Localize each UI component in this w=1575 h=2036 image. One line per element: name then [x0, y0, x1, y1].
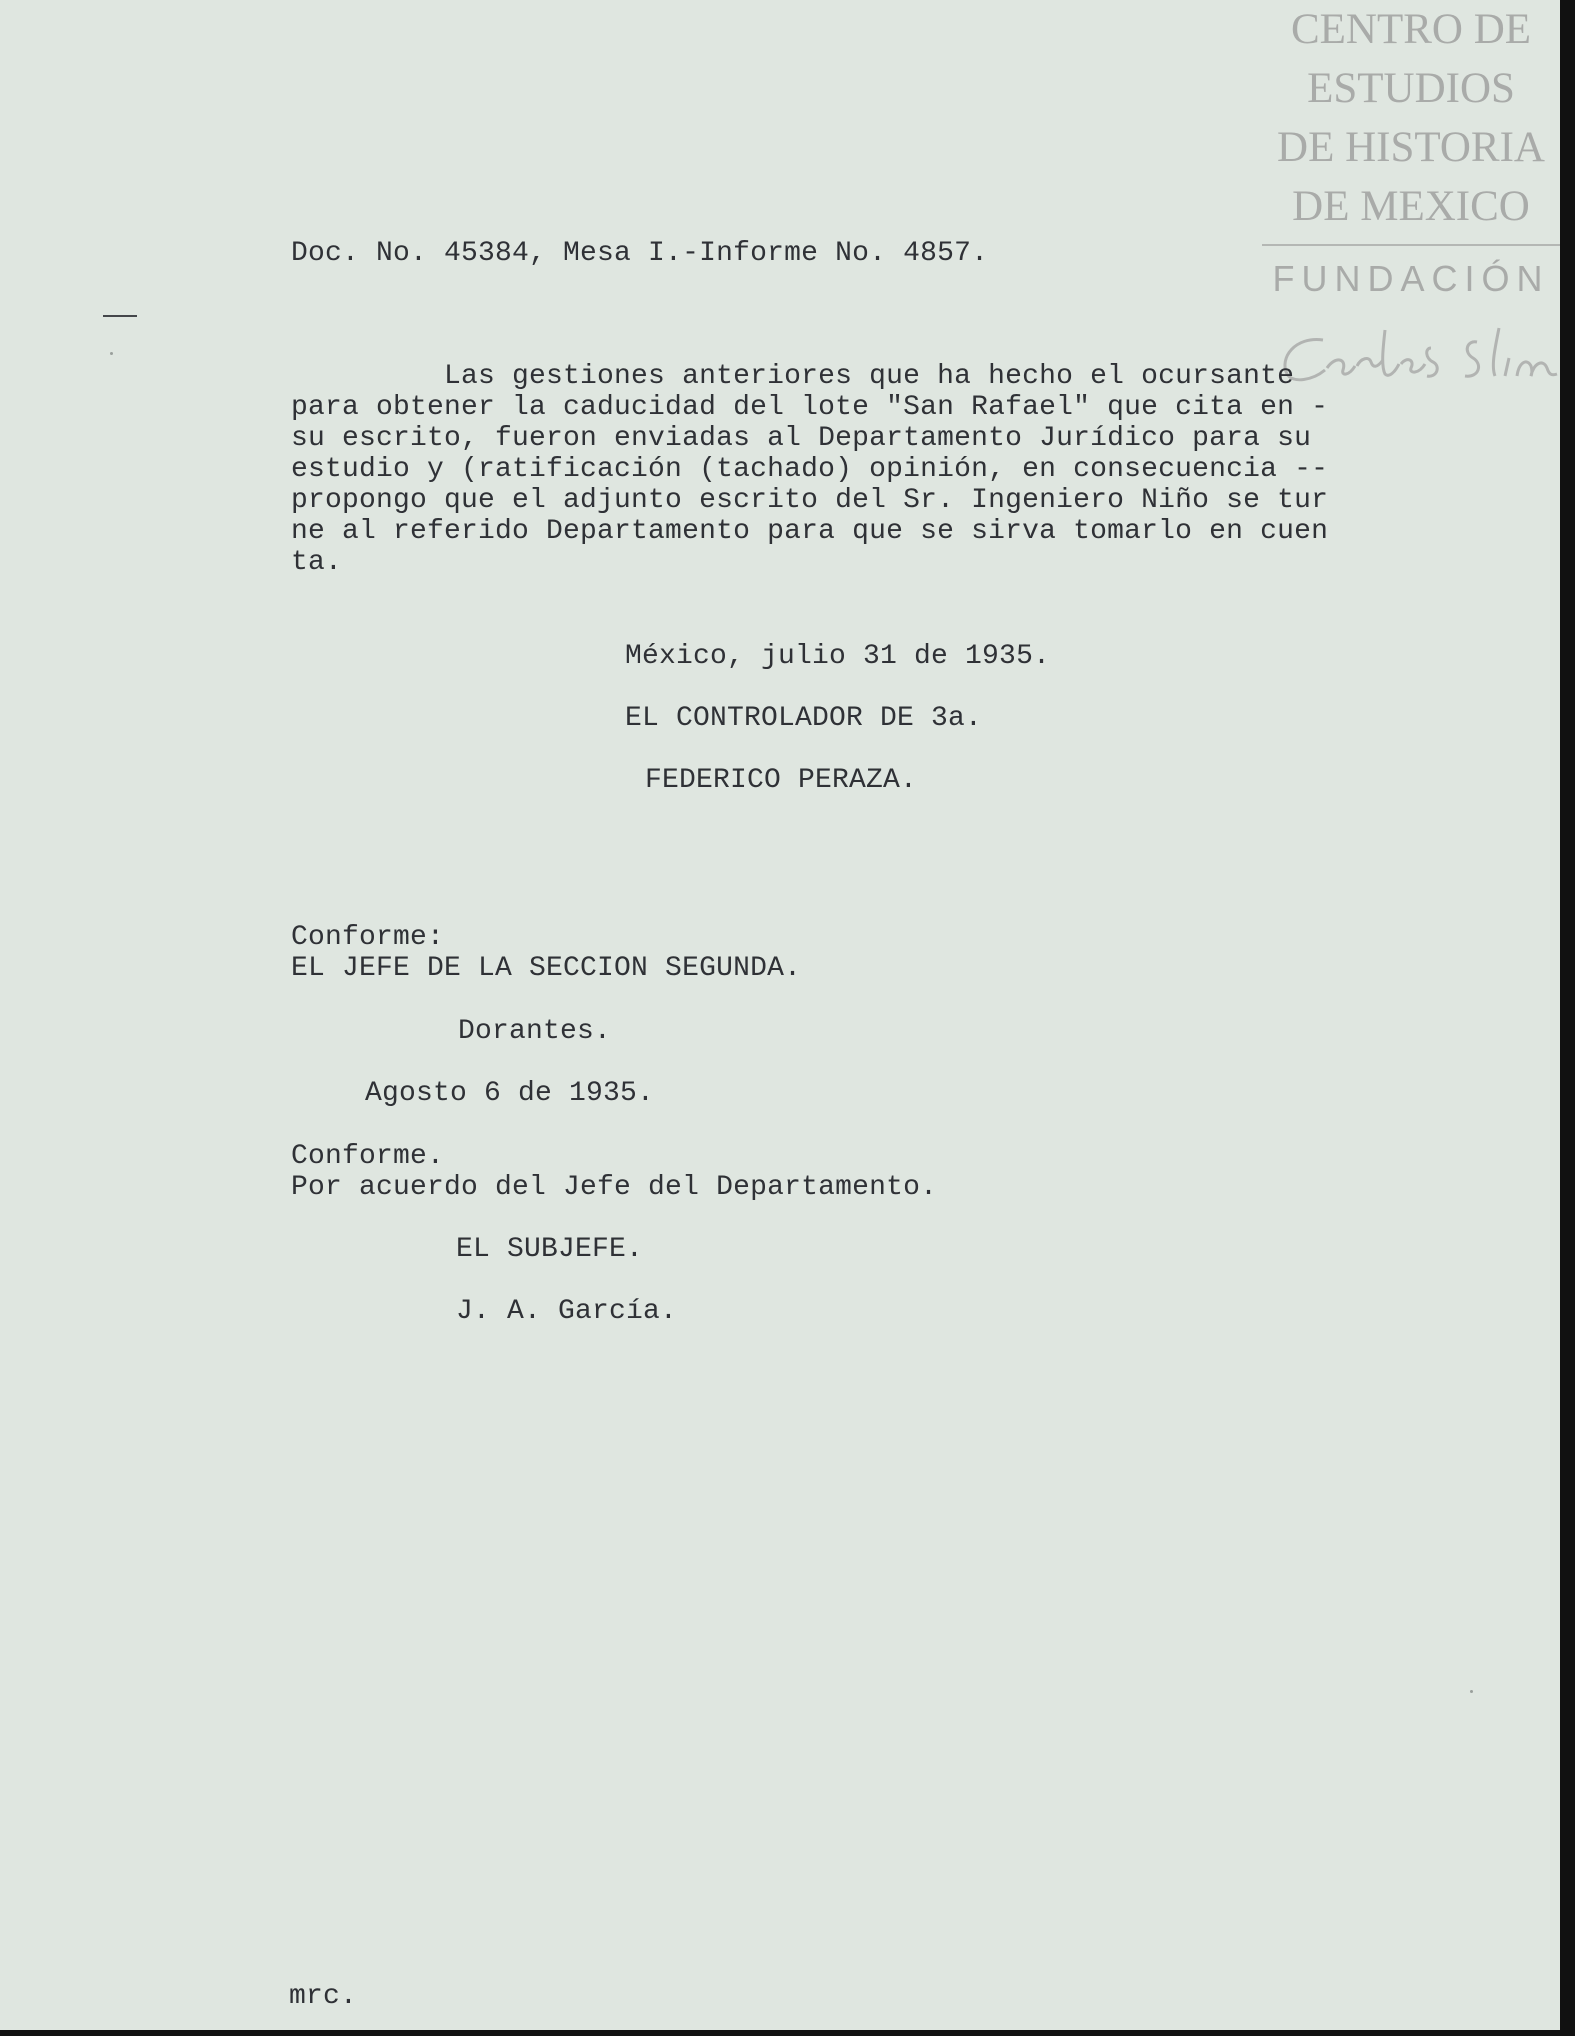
- document-reference: Doc. No. 45384, Mesa I.-Informe No. 4857.: [291, 238, 989, 269]
- body-line: estudio y (ratificación (tachado) opinión, en consecuencia --: [291, 454, 1329, 485]
- approval-title: EL SUBJEFE.: [456, 1234, 644, 1265]
- watermark-divider: [1262, 244, 1560, 246]
- body-line: propongo que el adjunto escrito del Sr. Ingeniero Niño se tur: [291, 485, 1329, 516]
- paper-speck: [1470, 1690, 1473, 1693]
- body-line: ta.: [291, 547, 343, 578]
- signature-logo-icon: [1265, 318, 1565, 398]
- approval-label: Conforme.: [291, 1141, 445, 1172]
- document-date: México, julio 31 de 1935.: [625, 641, 1051, 672]
- watermark-line: DE HISTORIA: [1277, 124, 1545, 171]
- approval-name: Dorantes.: [458, 1016, 612, 1047]
- body-line: para obtener la caducidad del lote "San Rafael" que cita en -: [291, 392, 1329, 423]
- margin-mark: [103, 315, 137, 317]
- body-line: su escrito, fueron enviadas al Departamento Jurídico para su: [291, 423, 1312, 454]
- signer-name: FEDERICO PERAZA.: [645, 765, 918, 796]
- watermark-line: ESTUDIOS: [1307, 65, 1515, 112]
- approval-name: J. A. García.: [456, 1296, 678, 1327]
- approval-note: Por acuerdo del Jefe del Departamento.: [291, 1172, 938, 1203]
- body-line: ne al referido Departamento para que se sirva tomarlo en cuen: [291, 516, 1329, 547]
- watermark-foundation: FUNDACIÓN: [1272, 258, 1550, 299]
- scan-border-right: [1560, 0, 1575, 2036]
- scan-border-bottom: [0, 2030, 1575, 2036]
- body-line: Las gestiones anteriores que ha hecho el ocursante: [291, 361, 1295, 392]
- watermark-line: CENTRO DE: [1290, 6, 1532, 53]
- approval-title: EL JEFE DE LA SECCION SEGUNDA.: [291, 953, 802, 984]
- approval-label: Conforme:: [291, 922, 445, 953]
- signer-title: EL CONTROLADOR DE 3a.: [625, 703, 983, 734]
- typist-initials: mrc.: [289, 1981, 358, 2012]
- watermark-line: DE MEXICO: [1292, 183, 1530, 230]
- archive-watermark: [1262, 0, 1560, 360]
- approval-date: Agosto 6 de 1935.: [365, 1078, 655, 1109]
- paper-speck: [110, 352, 113, 355]
